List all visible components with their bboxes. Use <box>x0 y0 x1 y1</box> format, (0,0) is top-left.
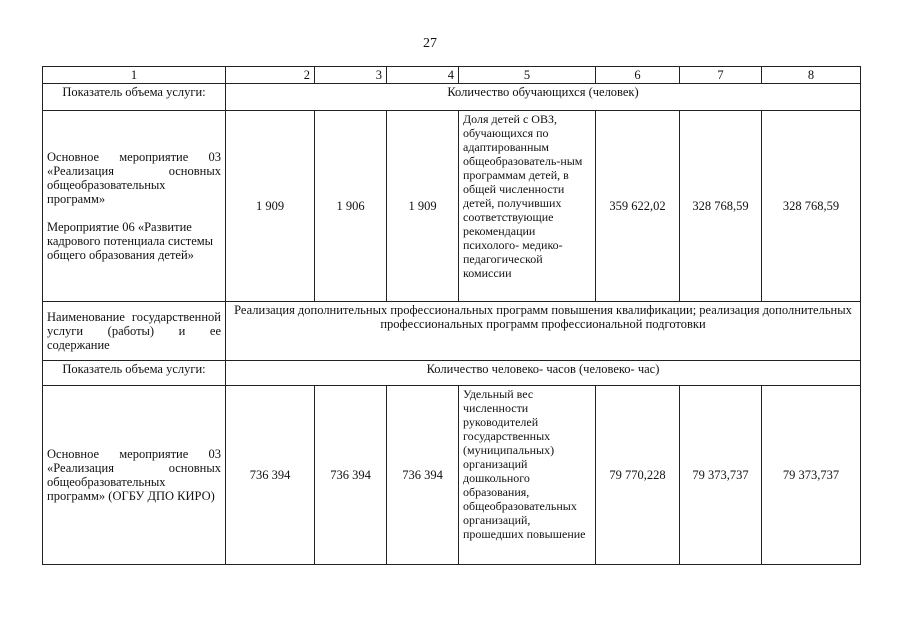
value-col4: 736 394 <box>387 386 459 565</box>
program-table <box>42 66 861 565</box>
value-col6: 79 770,228 <box>596 386 680 565</box>
indicator-value: Количество обучающихся (человек) <box>226 84 861 111</box>
value-col8: 328 768,59 <box>762 111 861 302</box>
page-number: 27 <box>423 36 437 51</box>
value-col2: 736 394 <box>226 386 315 565</box>
column-number-row <box>43 67 861 84</box>
service-name-label: Наименование государственной услуги (работы) и ее содержание <box>43 302 226 361</box>
value-col7: 79 373,737 <box>680 386 762 565</box>
indicator-description: Удельный вес численности руководителей государственных (муниципальных) организаций дошкольного образования, общеобразовательных организаций, прошедших повышение <box>459 386 596 565</box>
column-number: 1 <box>43 67 226 84</box>
indicator-description: Доля детей с ОВЗ, обучающихся по адаптированным общеобразователь-ным программам детей, в общей численности детей, получивших соответствующие рекомендации психолого- медико-педагогической комиссии <box>459 111 596 302</box>
measure-text: Основное мероприятие 03 «Реализация основных общеобразовательных программ» (ОГБУ ДПО КИРО) <box>43 386 226 565</box>
indicator-row-2 <box>43 361 861 386</box>
column-number: 4 <box>387 67 459 84</box>
indicator-label: Показатель объема услуги: <box>43 84 226 111</box>
column-number: 5 <box>459 67 596 84</box>
value-col4: 1 909 <box>387 111 459 302</box>
event-text: Мероприятие 06 «Развитие кадрового потенциала системы общего образования детей» <box>47 220 214 262</box>
column-number: 7 <box>680 67 762 84</box>
indicator-label: Показатель объема услуги: <box>43 361 226 386</box>
value-col7: 328 768,59 <box>680 111 762 302</box>
service-name-value: Реализация дополнительных профессиональных программ повышения квалификации; реализация дополнительных профессиональных программ профессиональной подготовки <box>226 302 861 361</box>
indicator-value: Количество человеко- часов (человеко- час) <box>226 361 861 386</box>
column-number: 6 <box>596 67 680 84</box>
indicator-row <box>43 84 861 111</box>
measure-cell <box>43 111 226 302</box>
value-col6: 359 622,02 <box>596 111 680 302</box>
value-col3: 1 906 <box>315 111 387 302</box>
measure-row-2 <box>43 386 861 565</box>
measure-row <box>43 111 861 302</box>
column-number: 8 <box>762 67 861 84</box>
service-row <box>43 302 861 361</box>
column-number: 2 <box>226 67 315 84</box>
value-col8: 79 373,737 <box>762 386 861 565</box>
value-col2: 1 909 <box>226 111 315 302</box>
column-number: 3 <box>315 67 387 84</box>
measure-text: Основное мероприятие 03 «Реализация основных общеобразовательных программ» <box>47 150 221 206</box>
value-col3: 736 394 <box>315 386 387 565</box>
